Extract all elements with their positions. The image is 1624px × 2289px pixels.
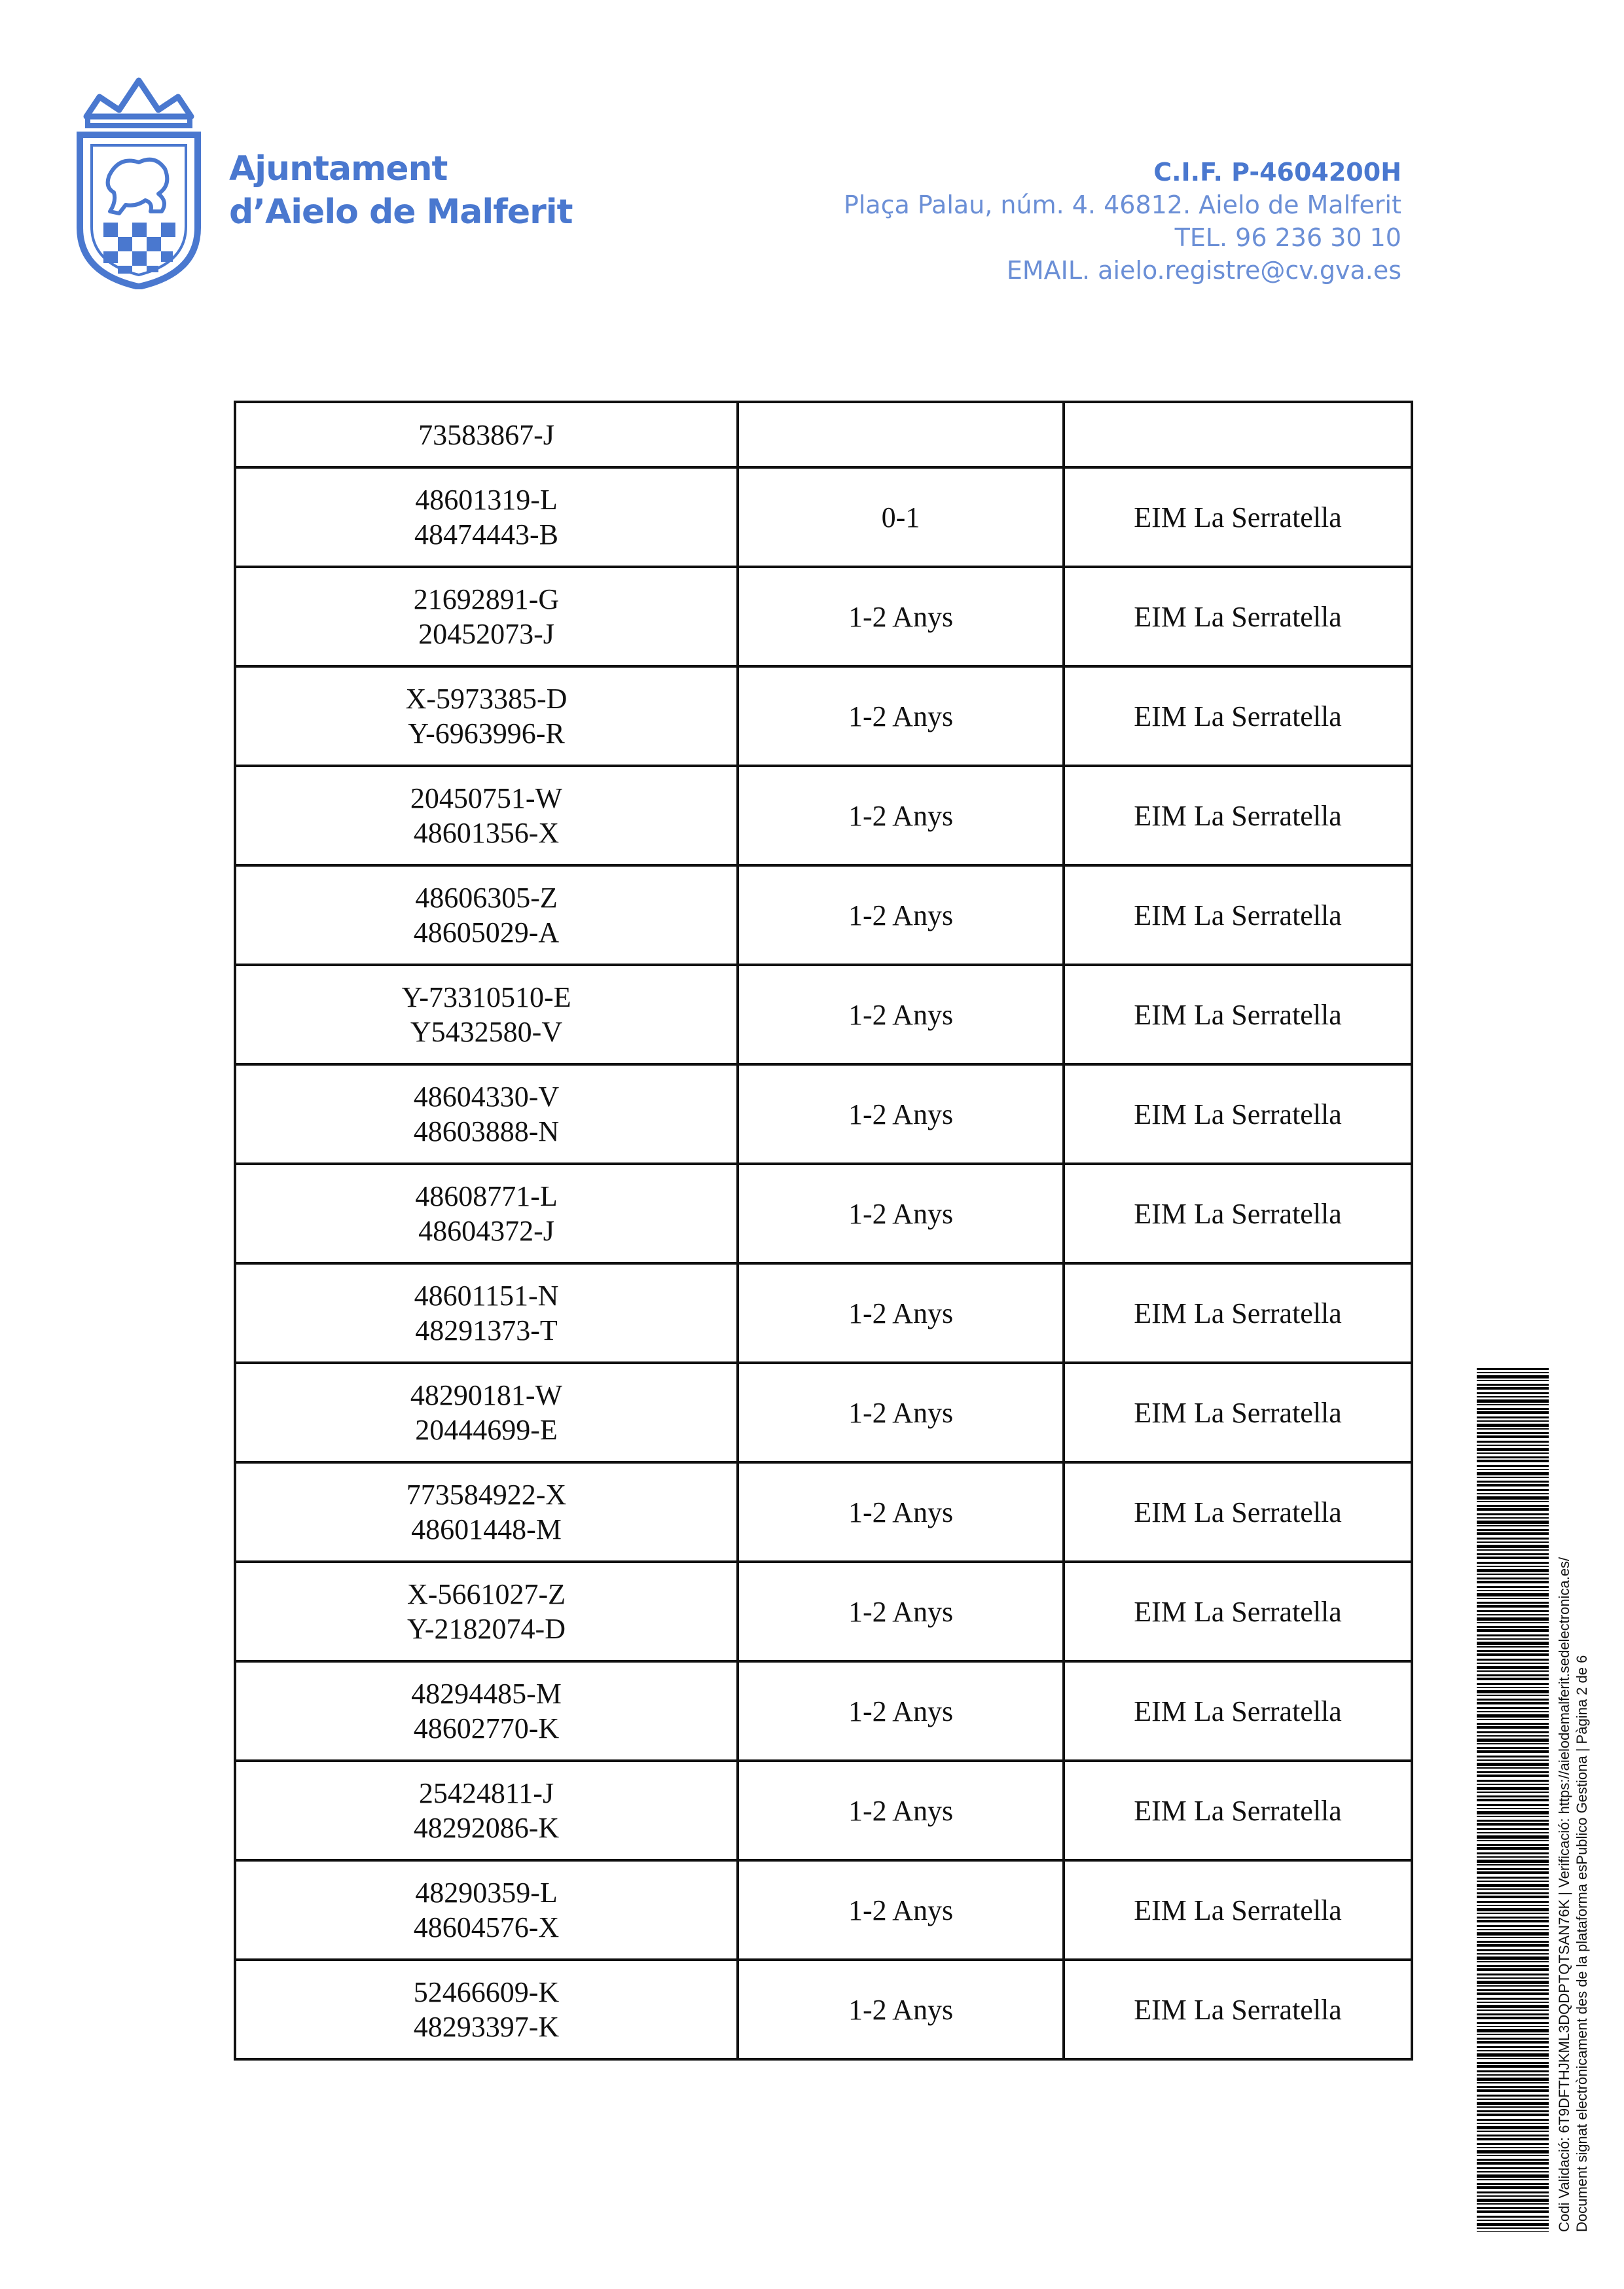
age-group-cell: 1-2 Anys [738,965,1064,1064]
school-cell: EIM La Serratella [1064,1462,1412,1562]
telephone: TEL. 96 236 30 10 [1174,223,1401,252]
id-number: Y-73310510-E [401,981,571,1013]
id-number: 48601319-L [415,484,558,516]
id-cell [235,1562,738,1661]
school-cell: EIM La Serratella [1064,1164,1412,1263]
table-row [235,865,1412,965]
age-group-cell: 1-2 Anys [738,1562,1064,1661]
school-cell: EIM La Serratella [1064,1661,1412,1761]
school-cell: EIM La Serratella [1064,666,1412,766]
id-number: 48293397-K [413,2011,560,2043]
id-cell [235,1164,738,1263]
id-cell [235,766,738,865]
id-cell [235,1761,738,1860]
municipal-crest-logo [73,77,204,289]
table-row [235,467,1412,567]
id-number: 48605029-A [413,916,560,948]
barcode [1477,1368,1549,2232]
id-number: 48290181-W [410,1379,563,1411]
school-cell: EIM La Serratella [1064,567,1412,666]
school-cell: EIM La Serratella [1064,1263,1412,1363]
table-row [235,1860,1412,1960]
school-cell: EIM La Serratella [1064,1860,1412,1960]
id-number: 48601448-M [411,1513,562,1545]
table-row [235,567,1412,666]
id-cell [235,1263,738,1363]
id-number: 52466609-K [413,1976,560,2008]
id-number: Y5432580-V [410,1016,563,1048]
verification-line1: Codi Validació: 6T9DFTHJKML3DQDPTQTSAN76K | Verificació: https://aielodemalferit.sedelectronica.es/ [1556,1557,1572,2232]
age-group-cell: 1-2 Anys [738,1363,1064,1462]
age-group-cell: 1-2 Anys [738,666,1064,766]
school-cell: EIM La Serratella [1064,1761,1412,1860]
school-cell: EIM La Serratella [1064,865,1412,965]
id-number: 48292086-K [413,1812,560,1844]
organization-name-line2: d’Aielo de Malferit [229,192,573,232]
table-row [235,1363,1412,1462]
id-cell [235,1462,738,1562]
table-row [235,1562,1412,1661]
id-number: 25424811-J [418,1777,554,1809]
id-cell [235,402,738,467]
id-number: 773584922-X [406,1479,567,1511]
school-cell: EIM La Serratella [1064,467,1412,567]
table-row [235,1064,1412,1164]
school-cell: EIM La Serratella [1064,766,1412,865]
age-group-cell: 1-2 Anys [738,1661,1064,1761]
id-number: 48603888-N [413,1115,560,1147]
age-group-cell: 1-2 Anys [738,766,1064,865]
cif-number: C.I.F. P-4604200H [1153,158,1401,187]
table-row [235,1761,1412,1860]
id-number: 48290359-L [415,1877,558,1909]
contact-block [844,156,1401,287]
id-number: 48474443-B [414,518,558,550]
id-cell [235,965,738,1064]
age-group-cell: 1-2 Anys [738,1064,1064,1164]
id-cell [235,1860,738,1960]
id-number: 20452073-J [418,618,554,650]
table-row [235,402,1412,467]
id-number: Y-2182074-D [407,1613,566,1645]
id-cell [235,1064,738,1164]
verification-stamp [1477,1368,1601,2232]
id-cell [235,467,738,567]
id-number: 48601151-N [414,1280,559,1312]
table-row [235,1960,1412,2059]
age-group-cell: 1-2 Anys [738,865,1064,965]
age-group-cell: 1-2 Anys [738,567,1064,666]
age-group-cell: 1-2 Anys [738,1860,1064,1960]
table-row [235,766,1412,865]
id-cell [235,1363,738,1462]
id-number: 20450751-W [410,782,563,814]
id-number: 48604576-X [413,1911,560,1943]
age-group-cell: 0-1 [738,467,1064,567]
id-cell [235,666,738,766]
admissions-table [234,401,1413,2061]
school-cell: EIM La Serratella [1064,965,1412,1064]
id-cell [235,1960,738,2059]
school-cell: EIM La Serratella [1064,1363,1412,1462]
id-cell [235,567,738,666]
age-group-cell [738,402,1064,467]
verification-text [1555,1368,1608,2232]
id-number: 21692891-G [413,583,560,615]
id-number: 48291373-T [415,1314,558,1346]
email: EMAIL. aielo.registre@cv.gva.es [1006,256,1401,285]
id-number: 48604330-V [413,1081,560,1113]
id-number: 48606305-Z [415,882,558,914]
id-number: 73583867-J [418,418,554,451]
age-group-cell: 1-2 Anys [738,1164,1064,1263]
id-number: 48604372-J [418,1215,554,1247]
id-cell [235,1661,738,1761]
table-row [235,666,1412,766]
id-number: 48602770-K [413,1712,560,1744]
id-number: 48294485-M [411,1678,562,1710]
id-number: Y-6963996-R [408,717,565,749]
table-row [235,965,1412,1064]
table-row [235,1263,1412,1363]
age-group-cell: 1-2 Anys [738,1462,1064,1562]
age-group-cell: 1-2 Anys [738,1263,1064,1363]
organization-name-line1: Ajuntament [229,149,448,189]
id-number: 20444699-E [415,1414,558,1446]
school-cell [1064,402,1412,467]
table-row [235,1462,1412,1562]
school-cell: EIM La Serratella [1064,1960,1412,2059]
table-row [235,1164,1412,1263]
address: Plaça Palau, núm. 4. 46812. Aielo de Malferit [843,190,1401,219]
id-number: X-5661027-Z [407,1578,566,1610]
id-number: 48601356-X [413,817,560,849]
age-group-cell: 1-2 Anys [738,1761,1064,1860]
table-row [235,1661,1412,1761]
school-cell: EIM La Serratella [1064,1064,1412,1164]
id-number: X-5973385-D [405,683,568,715]
organization-name [229,147,572,234]
age-group-cell: 1-2 Anys [738,1960,1064,2059]
verification-line2: Document signat electrònicament des de la plataforma esPublico Gestiona | Pàgina 2 de 6 [1574,1655,1590,2232]
id-number: 48608771-L [415,1180,558,1212]
school-cell: EIM La Serratella [1064,1562,1412,1661]
id-cell [235,865,738,965]
